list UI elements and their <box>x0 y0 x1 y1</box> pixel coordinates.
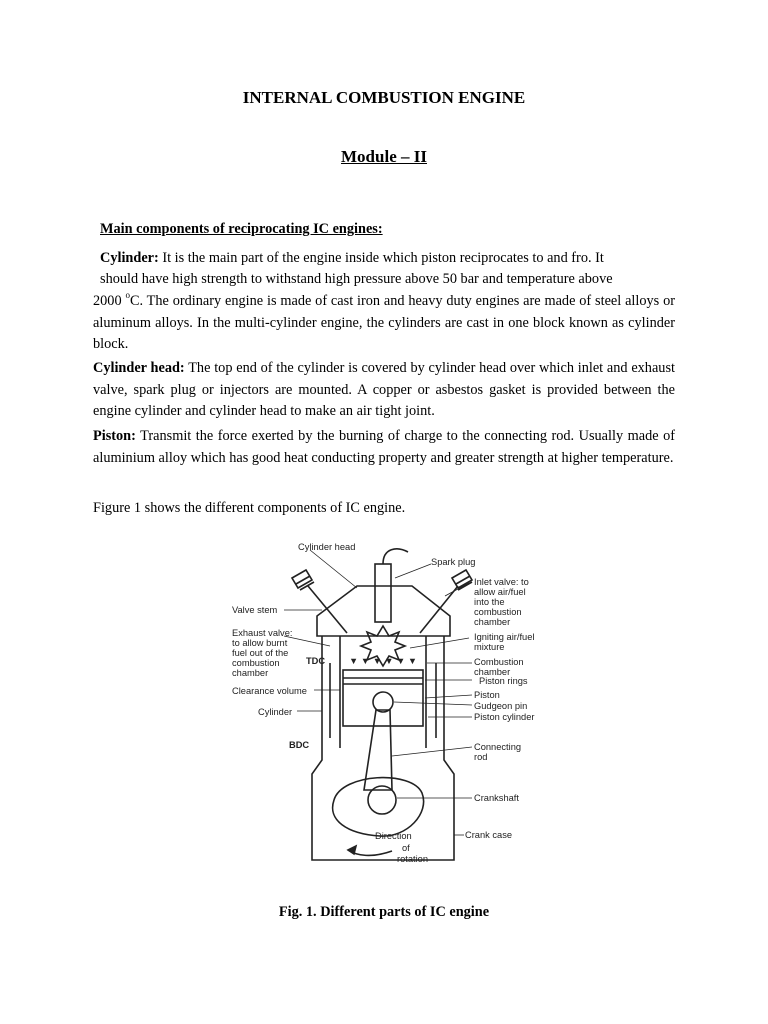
label-piston-cylinder: Piston cylinder <box>474 712 535 722</box>
label-gudgeon-pin: Gudgeon pin <box>474 701 528 711</box>
degree-superscript: o <box>125 290 130 300</box>
section-heading: Main components of reciprocating IC engines: <box>100 221 383 237</box>
label-inlet-valve-5: chamber <box>474 617 511 627</box>
label-exhaust-valve-5: chamber <box>232 668 269 678</box>
pressure-arrows: ▼ ▼ ▼ ▼ ▼ ▼ <box>349 656 418 666</box>
label-tdc: TDC <box>306 656 326 666</box>
cylinder-head-shape <box>317 586 450 636</box>
label-inlet-valve-3: into the <box>474 597 505 607</box>
figure-reference: Figure 1 shows the different components of IC engine. <box>93 500 406 516</box>
cylinder-line-2: should have high strength to withstand high pressure above 50 bar and temperature above <box>100 271 613 287</box>
cylinder-text-1: It is the main part of the engine inside which piston reciprocates to and fro. It <box>162 250 604 266</box>
label-cylinder: Cylinder <box>258 707 293 717</box>
label-igniting-1: Igniting air/fuel <box>474 632 535 642</box>
label-cylinder-head: Cylinder head <box>298 542 356 552</box>
cylinder-head-paragraph <box>93 358 675 423</box>
gudgeon-pin-shape <box>373 692 393 712</box>
label-exhaust-valve-3: fuel out of the <box>232 648 289 658</box>
label-crankshaft: Crankshaft <box>474 793 519 803</box>
label-direction-3: rotation <box>397 854 429 864</box>
label-combustion-chamber-1: Combustion <box>474 657 524 667</box>
label-exhaust-valve-2: to allow burnt <box>232 638 288 648</box>
cylinder-paragraph-rest <box>93 291 675 356</box>
exhaust-valve-stem <box>308 586 347 633</box>
label-valve-stem: Valve stem <box>232 605 278 615</box>
temperature-value: 2000 <box>93 293 122 309</box>
label-piston-rings: Piston rings <box>479 676 528 686</box>
spark-plug-shape <box>375 564 391 622</box>
label-direction-2: of <box>402 843 410 853</box>
cylinder-text-rest: C. The ordinary engine is made of cast iron and heavy duty engines are made of steel alloys or aluminum alloys. In the multi-cylinder engine, the cylinders are cast in one block known as cylinder block. <box>93 293 675 352</box>
label-piston: Piston <box>474 690 500 700</box>
label-combustion-chamber-2: chamber <box>474 667 511 677</box>
label-inlet-valve-4: combustion <box>474 607 522 617</box>
piston-label: Piston: <box>93 428 136 444</box>
exhaust-spring-icon <box>292 570 314 590</box>
label-exhaust-valve-4: combustion <box>232 658 280 668</box>
cylinder-label: Cylinder: <box>100 250 159 266</box>
cylinder-line-1 <box>100 250 604 267</box>
label-clearance-volume: Clearance volume <box>232 686 307 696</box>
inlet-valve-stem <box>420 586 458 633</box>
document-title: INTERNAL COMBUSTION ENGINE <box>242 88 526 107</box>
cylinder-head-label: Cylinder head: <box>93 360 185 376</box>
label-connecting-rod-2: rod <box>474 752 488 762</box>
spark-plug-wire <box>383 549 408 564</box>
label-inlet-valve-1: Inlet valve: to <box>474 577 529 587</box>
piston-text: Transmit the force exerted by the burning of charge to the connecting rod. Usually made of aluminium alloy which has good heat conducting property and greater strength at higher temperature. <box>93 428 675 466</box>
label-connecting-rod-1: Connecting <box>474 742 522 752</box>
label-inlet-valve-2: allow air/fuel <box>474 587 526 597</box>
label-igniting-2: mixture <box>474 642 505 652</box>
label-exhaust-valve-1: Exhaust valve: <box>232 628 293 638</box>
figure-caption: Fig. 1. Different parts of IC engine <box>278 904 490 920</box>
cylinder-head-text: The top end of the cylinder is covered by cylinder head over which inlet and exhaust valve, spark plug or injectors are mounted. A copper or asbestos gasket is provided between the engine cylinder and cylinder head to make an air tight joint. <box>93 360 675 419</box>
piston-paragraph <box>93 426 675 469</box>
label-bdc: BDC <box>289 740 310 750</box>
engine-diagram <box>222 538 544 873</box>
label-direction-1: Direction <box>375 831 412 841</box>
label-crank-case: Crank case <box>465 830 513 840</box>
module-heading: Module – II <box>341 147 427 166</box>
label-spark-plug: Spark plug <box>431 557 476 567</box>
